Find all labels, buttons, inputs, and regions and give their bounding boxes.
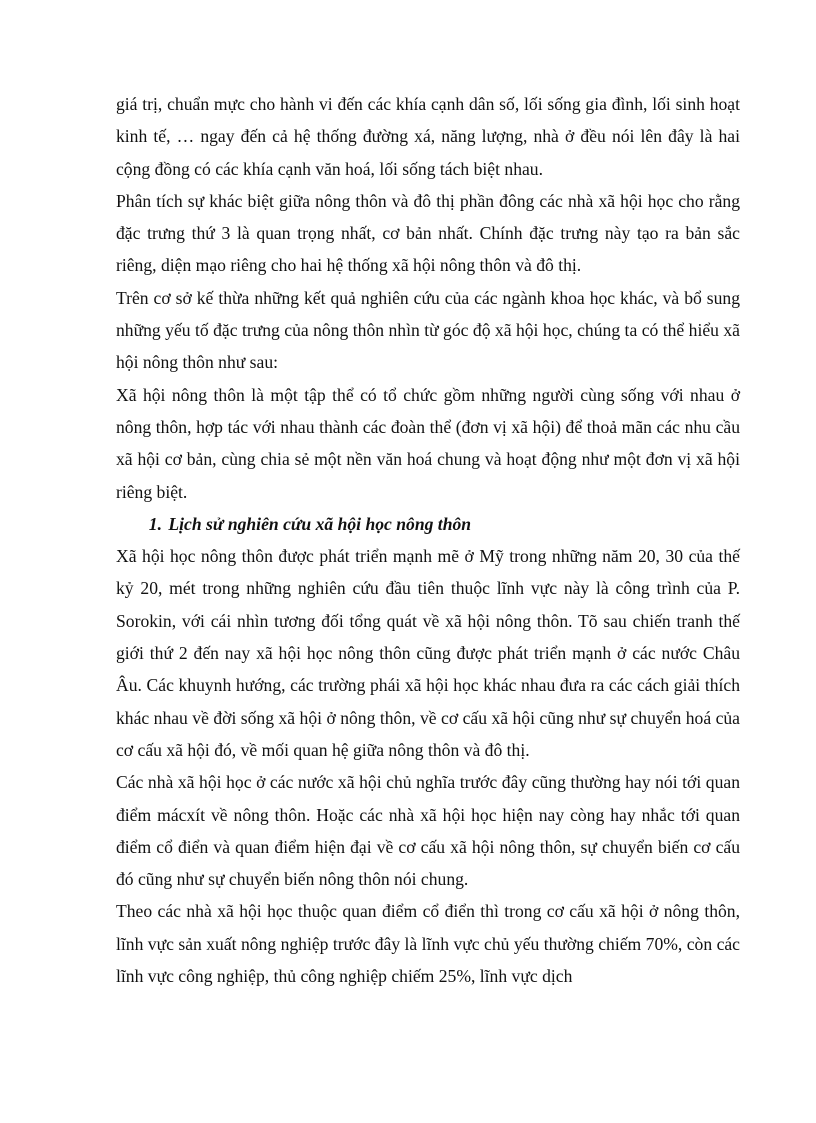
paragraph-3: Trên cơ sở kế thừa những kết quả nghiên cứu của các ngành khoa học khác, và bổ sung những yếu tố đặc trưng của nông thôn nhìn từ góc độ xã hội học, chúng ta có thể hiểu xã hội nông thôn như sau: (116, 287, 740, 373)
section-heading (116, 508, 740, 540)
section-heading-text: Lịch sử nghiên cứu xã hội học nông thôn (168, 513, 472, 534)
section-heading-number: 1. (148, 513, 162, 534)
paragraph-7: Theo các nhà xã hội học thuộc quan điểm cổ điển thì trong cơ cấu xã hội ở nông thôn, lĩnh vực sản xuất nông nghiệp trước đây là lĩnh vực chủ yếu thường chiếm 70%, còn các lĩnh vực công nghiệp, thủ công nghiệp chiếm 25%, lĩnh vực dịch (116, 901, 740, 987)
paragraph-6: Các nhà xã hội học ở các nước xã hội chủ nghĩa trước đây cũng thường hay nói tới quan điểm mácxít về nông thôn. Hoặc các nhà xã hội học hiện nay còng hay nhắc tới quan điểm cổ điển và quan điểm hiện đại về cơ cấu xã hội nông thôn, sự chuyển biến cơ cấu đó cũng như sự chuyển biến nông thôn nói chung. (116, 772, 740, 890)
paragraph-2: Phân tích sự khác biệt giữa nông thôn và đô thị phần đông các nhà xã hội học cho rằng đặc trưng thứ 3 là quan trọng nhất, cơ bản nhất. Chính đặc trưng này tạo ra bản sắc riêng, diện mạo riêng cho hai hệ thống xã hội nông thôn và đô thị. (116, 190, 740, 276)
paragraph-5: Xã hội học nông thôn được phát triển mạnh mẽ ở Mỹ trong những năm 20, 30 của thế kỷ 20, mét trong những nghiên cứu đầu tiên thuộc lĩnh vực này là công trình của P. Sorokin, với cái nhìn tương đối tổng quát về xã hội nông thôn. Tõ sau chiến tranh thế giới thứ 2 đến nay xã hội học nông thôn cũng được phát triển mạnh ở các nước Châu Âu. Các khuynh hướng, các trường phái xã hội học khác nhau đưa ra các cách giải thích khác nhau về đời sống xã hội ở nông thôn, về cơ cấu xã hội cũng như sự chuyển hoá của cơ cấu xã hội đó, về mối quan hệ giữa nông thôn và đô thị. (116, 546, 740, 760)
paragraph-4: Xã hội nông thôn là một tập thể có tổ chức gồm những người cùng sống với nhau ở nông thôn, hợp tác với nhau thành các đoàn thể (đơn vị xã hội) để thoả mãn các nhu cầu xã hội cơ bản, cùng chia sẻ một nền văn hoá chung và hoạt động như một đơn vị xã hội riêng biệt. (116, 384, 740, 502)
paragraph-1: giá trị, chuẩn mực cho hành vi đến các khía cạnh dân số, lối sống gia đình, lối sinh hoạt kinh tế, … ngay đến cả hệ thống đường xá, năng lượng, nhà ở đều nói lên đây là hai cộng đồng có các khía cạnh văn hoá, lối sống tách biệt nhau. (116, 94, 740, 179)
document-body (116, 88, 740, 992)
